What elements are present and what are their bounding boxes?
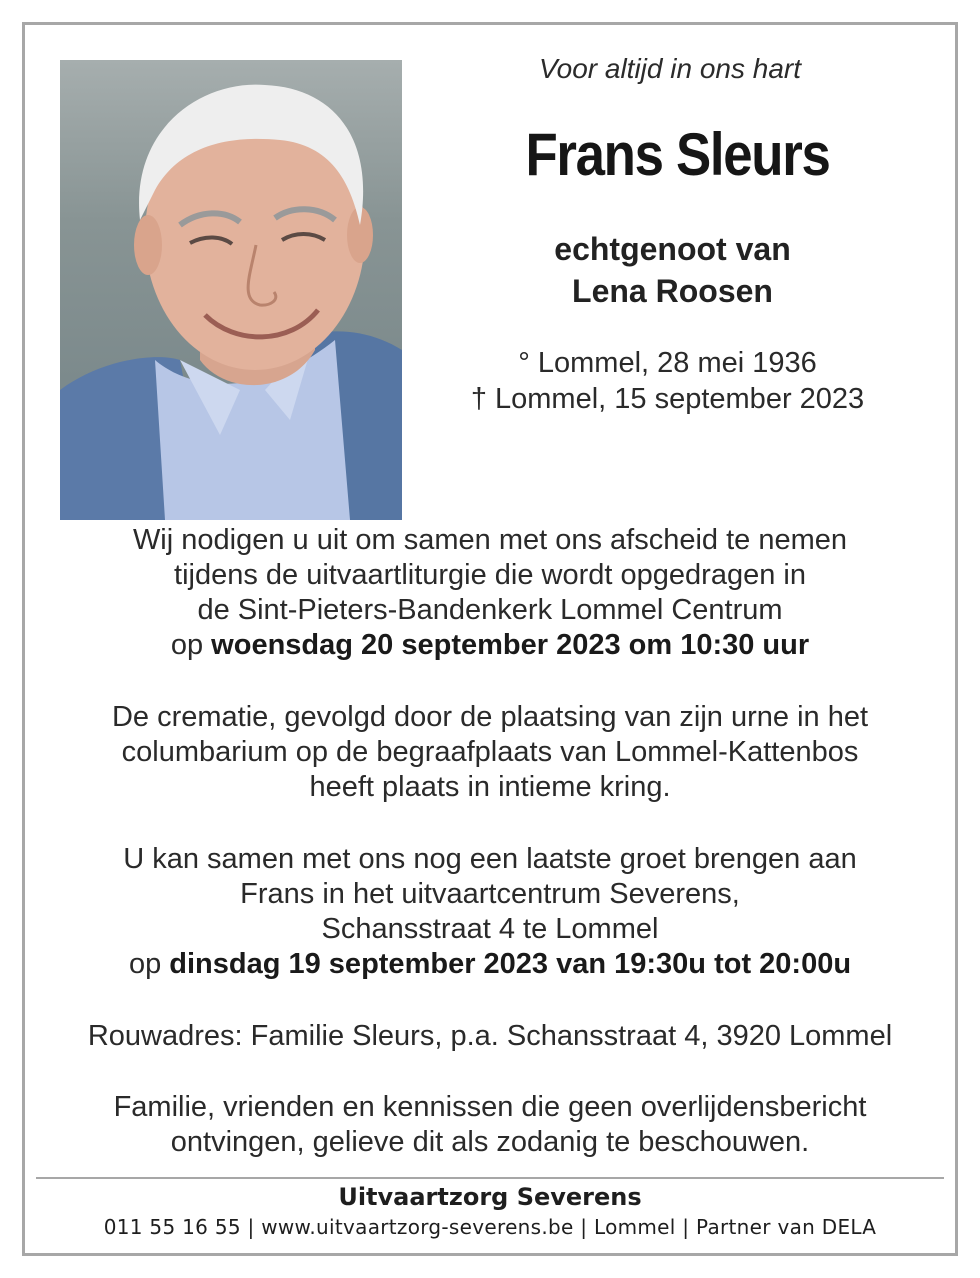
spouse-block [420, 228, 925, 312]
funeral-paragraph [40, 523, 940, 663]
notice-paragraph [40, 1090, 940, 1160]
cremation-paragraph [40, 700, 940, 805]
spouse-name: Lena Roosen [572, 273, 773, 309]
visitation-paragraph [40, 842, 940, 982]
visitation-line-3: Schansstraat 4 te Lommel [321, 913, 659, 945]
footer-divider [36, 1177, 944, 1179]
visitation-date-prefix: op [128, 948, 170, 980]
funeral-line-4 [40, 628, 940, 663]
deceased-name: Frans Sleurs [525, 121, 830, 188]
notice-line-1: Familie, vrienden en kennissen die geen overlijdensbericht [113, 1091, 867, 1123]
funeral-date-prefix: op [170, 629, 212, 661]
funeral-home-contact: 011 55 16 55 | www.uitvaartzorg-severens.be | Lommel | Partner van DELA [103, 1215, 877, 1239]
address-line: Rouwadres: Familie Sleurs, p.a. Schansstraat 4, 3920 Lommel [87, 1020, 893, 1052]
cremation-line-3: heeft plaats in intieme kring. [309, 771, 671, 803]
visitation-line-2: Frans in het uitvaartcentrum Severens, [240, 878, 740, 910]
visitation-date: dinsdag 19 september 2023 van 19:30u tot 20:00u [169, 948, 852, 980]
funeral-line-2: tijdens de uitvaartliturgie die wordt opgedragen in [174, 559, 806, 591]
spouse-label: echtgenoot van [554, 231, 791, 267]
funeral-line-3: de Sint-Pieters-Bandenkerk Lommel Centrum [197, 594, 783, 626]
portrait-photo [60, 60, 402, 520]
funeral-date: woensdag 20 september 2023 om 10:30 uur [211, 629, 810, 661]
cremation-line-1: De crematie, gevolgd door de plaatsing van zijn urne in het [111, 701, 869, 733]
birth-date: ° Lommel, 28 mei 1936 [518, 347, 817, 379]
motto: Voor altijd in ons hart [539, 53, 801, 84]
visitation-line-1: U kan samen met ons nog een laatste groet brengen aan [123, 843, 857, 875]
funeral-line-1: Wij nodigen u uit om samen met ons afscheid te nemen [132, 524, 848, 556]
funeral-home-name: Uitvaartzorg Severens [338, 1183, 642, 1211]
mourning-address [40, 1019, 940, 1054]
visitation-line-4 [40, 947, 940, 982]
notice-line-2: ontvingen, gelieve dit als zodanig te beschouwen. [170, 1126, 810, 1158]
life-dates [420, 345, 915, 417]
death-date: † Lommel, 15 september 2023 [470, 383, 865, 415]
cremation-line-2: columbarium op de begraafplaats van Lommel-Kattenbos [121, 736, 859, 768]
